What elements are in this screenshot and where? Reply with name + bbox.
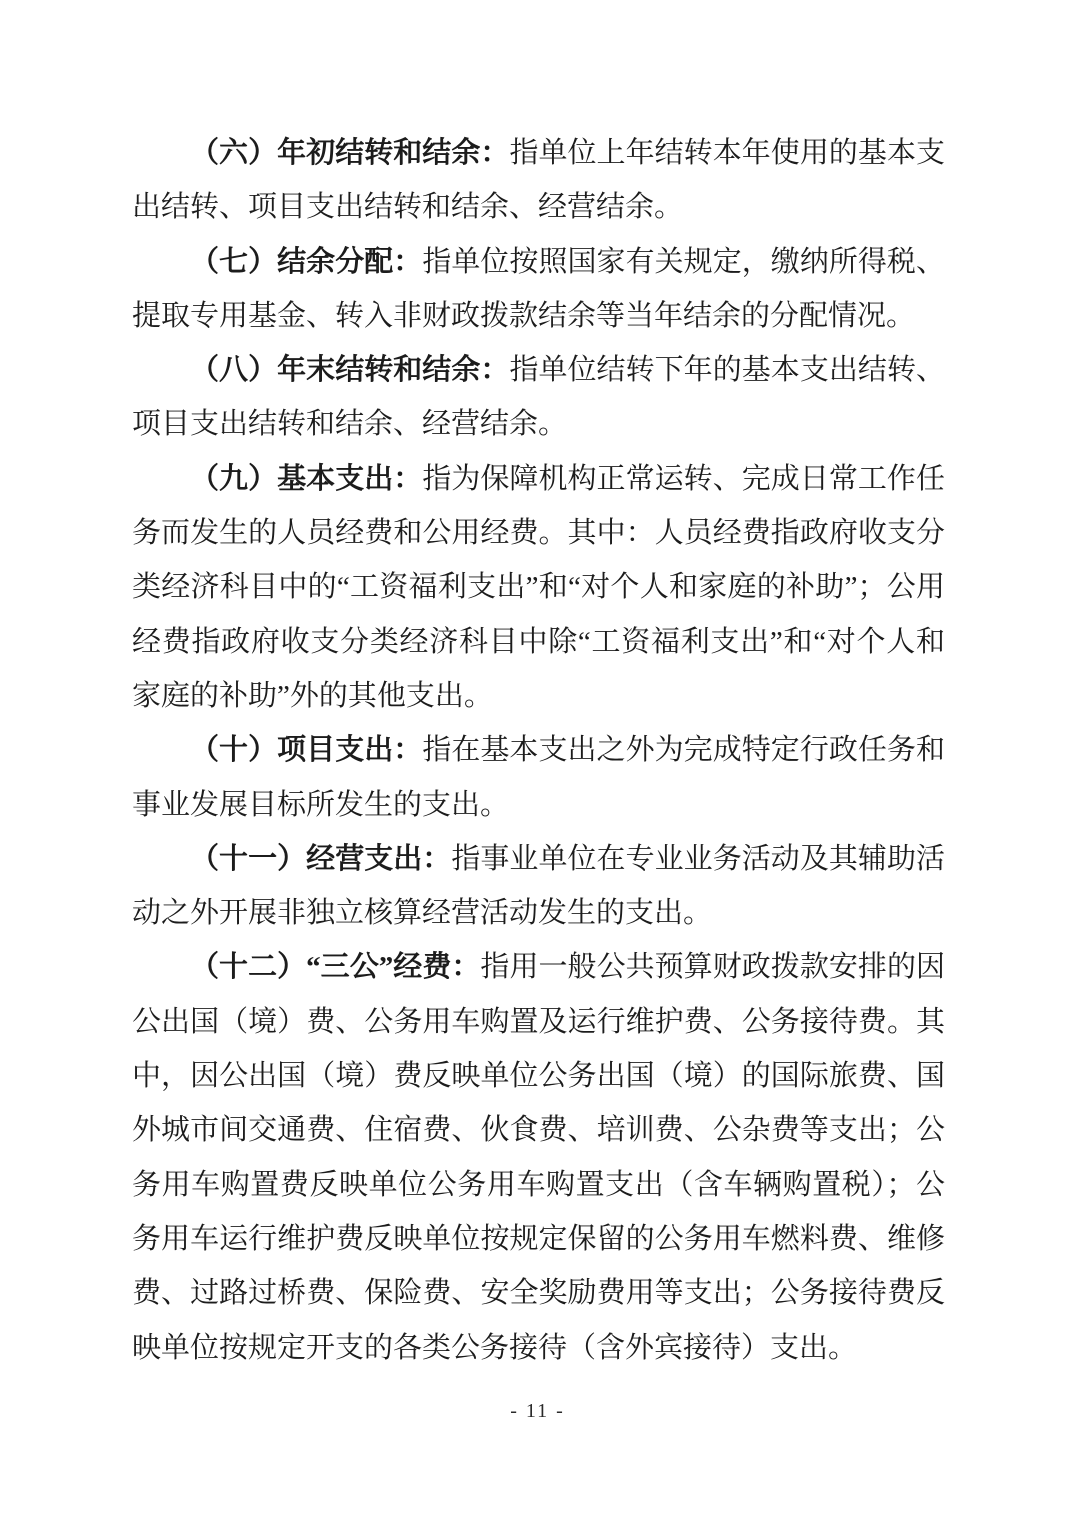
paragraph [132, 235, 945, 344]
paragraph-heading: （十）项目支出： [190, 734, 423, 767]
paragraph-heading: （七）结余分配： [190, 245, 423, 278]
paragraph [132, 452, 945, 723]
page-number: - 11 - [510, 1400, 565, 1422]
paragraph [132, 343, 945, 452]
paragraph-heading: （九）基本支出： [190, 462, 423, 495]
paragraph-heading: （八）年末结转和结余： [190, 354, 510, 387]
paragraph-heading: （六）年初结转和结余： [190, 137, 510, 169]
paragraph [132, 723, 945, 832]
paragraph-heading: （十一）经营支出： [190, 842, 452, 875]
paragraph [132, 832, 945, 941]
paragraph-text: 指用一般公共预算财政拨款安排的因公出国（境）费、公务用车购置及运行维护费、公务接待费。其中，因公出国（境）费反映单位公务出国（境）的国际旅费、国外城市间交通费、住宿费、伙食费、培训费、公杂费等支出；公务用车购置费反映单位公务用车购置支出（含车辆购置税）；公务用车运行维护费反映单位按规定保留的公务用车燃料费、维修费、过路过桥费、保险费、安全奖励费用等支出；公务接待费反映单位按规定开支的各类公务接待（含外宾接待）支出。 [132, 951, 945, 1364]
paragraph-text: 指事业单位在专业业务活动及其辅助活动之外开展非独立核算经营活动发生的支出。 [132, 842, 945, 930]
paragraph-text: 指单位结转下年的基本支出结转、项目支出结转和结余、经营结余。 [132, 354, 945, 441]
paragraph-text: 指单位上年结转本年使用的基本支出结转、项目支出结转和结余、经营结余。 [132, 137, 945, 224]
paragraph [132, 126, 945, 235]
document-body [132, 126, 945, 1375]
paragraph-heading: （十二）“三公”经费： [190, 951, 481, 984]
paragraph-text: 指为保障机构正常运转、完成日常工作任务而发生的人员经费和公用经费。其中：人员经费指政府收支分类经济科目中的“工资福利支出”和“对个人和家庭的补助”；公用经费指政府收支分类经济科目中除“工资福利支出”和“对个人和家庭的补助”外的其他支出。 [132, 462, 945, 712]
paragraph-text: 指在基本支出之外为完成特定行政任务和事业发展目标所发生的支出。 [132, 734, 945, 821]
paragraph-text: 指单位按照国家有关规定，缴纳所得税、提取专用基金、转入非财政拨款结余等当年结余的分配情况。 [132, 245, 945, 332]
page-footer [0, 1400, 1075, 1423]
paragraph [132, 940, 945, 1374]
